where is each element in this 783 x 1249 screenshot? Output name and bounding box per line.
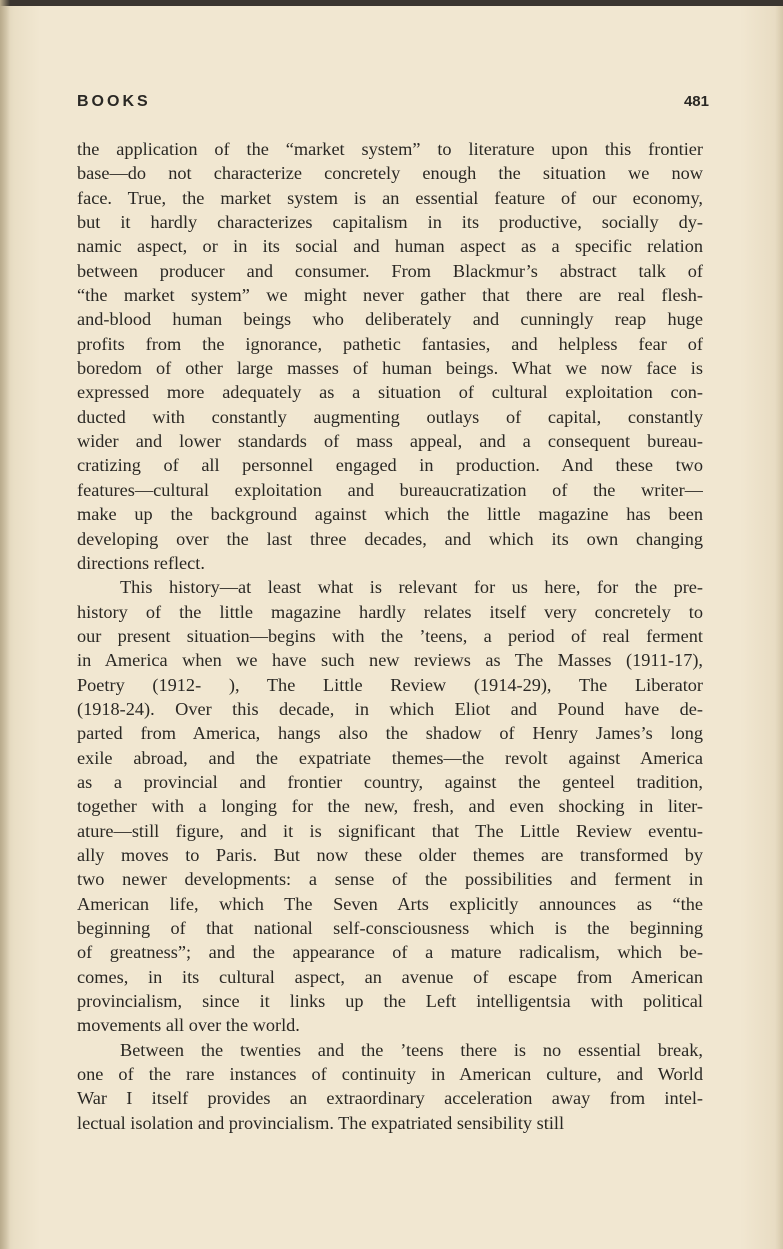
text-line: parted from America, hangs also the shadow of Henry James’s long [77,723,703,744]
text-line: (1918-24). Over this decade, in which Eliot and Pound have de- [77,698,703,719]
text-line: our present situation—begins with the ’teens, a period of real ferment [77,625,703,646]
text-line: This history—at least what is relevant for us here, for the pre- [120,577,703,598]
text-line: ature—still figure, and it is significant that The Little Review eventu- [77,820,703,841]
page-top-edge [0,0,783,6]
text-line: as a provincial and frontier country, against the genteel tradition, [77,771,703,792]
text-line: two newer developments: a sense of the possibilities and ferment in [77,869,703,890]
text-line: features—cultural exploitation and bureaucratization of the writer— [77,479,703,500]
text-line: make up the background against which the little magazine has been [77,504,703,525]
text-line: cratizing of all personnel engaged in production. And these two [77,455,703,476]
text-line: the application of the “market system” to literature upon this frontier [77,139,703,159]
body-text [77,137,703,1135]
text-line: Poetry (1912- ), The Little Review (1914-29), The Liberator [77,674,703,695]
text-line: exile abroad, and the expatriate themes—the revolt against America [77,747,703,768]
text-line: face. True, the market system is an essential feature of our economy, [77,187,703,208]
text-line: Between the twenties and the ’teens there is no essential break, [120,1039,703,1060]
text-line: and-blood human beings who deliberately and cunningly reap huge [77,309,703,330]
text-line: one of the rare instances of continuity in American culture, and World [77,1064,703,1085]
text-line: namic aspect, or in its social and human aspect as a specific relation [77,236,703,257]
text-line: profits from the ignorance, pathetic fantasies, and helpless fear of [77,333,703,354]
text-line: boredom of other large masses of human beings. What we now face is [77,358,703,379]
text-line: American life, which The Seven Arts explicitly announces as “the [77,893,703,914]
page-number: 481 [683,93,709,110]
text-line: directions reflect. [77,552,205,573]
text-line: but it hardly characterizes capitalism in its productive, socially dy- [77,212,703,233]
section-title: BOOKS [77,93,151,110]
text-line: ally moves to Paris. But now these older themes are transformed by [77,844,703,865]
text-line: War I itself provides an extraordinary acceleration away from intel- [77,1088,703,1109]
text-line: base—do not characterize concretely enough the situation we now [77,163,703,184]
text-line: history of the little magazine hardly relates itself very concretely to [77,601,703,622]
text-line: lectual isolation and provincialism. The expatriated sensibility still [77,1112,565,1133]
paragraph [77,1038,703,1135]
text-line: in America when we have such new reviews as The Masses (1911-17), [77,650,703,671]
text-line: comes, in its cultural aspect, an avenue of escape from American [77,966,703,987]
text-line: together with a longing for the new, fresh, and even shocking in liter- [77,796,703,817]
text-line: movements all over the world. [77,1015,300,1036]
paragraph [77,575,703,1038]
text-line: developing over the last three decades, and which its own changing [77,528,703,549]
text-line: between producer and consumer. From Blackmur’s abstract talk of [77,260,703,281]
text-line: “the market system” we might never gather that there are real flesh- [77,285,703,306]
spine-shadow [0,0,10,1249]
text-line: ducted with constantly augmenting outlays of capital, constantly [77,406,703,427]
text-line: of greatness”; and the appearance of a mature radicalism, which be- [77,942,703,963]
text-line: wider and lower standards of mass appeal, and a consequent bureau- [77,431,703,452]
text-line: beginning of that national self-consciousness which is the beginning [77,918,703,938]
running-head [77,93,709,113]
text-line: expressed more adequately as a situation of cultural exploitation con- [77,382,703,403]
text-line: provincialism, since it links up the Left intelligentsia with political [77,991,703,1012]
paragraph [77,137,703,575]
